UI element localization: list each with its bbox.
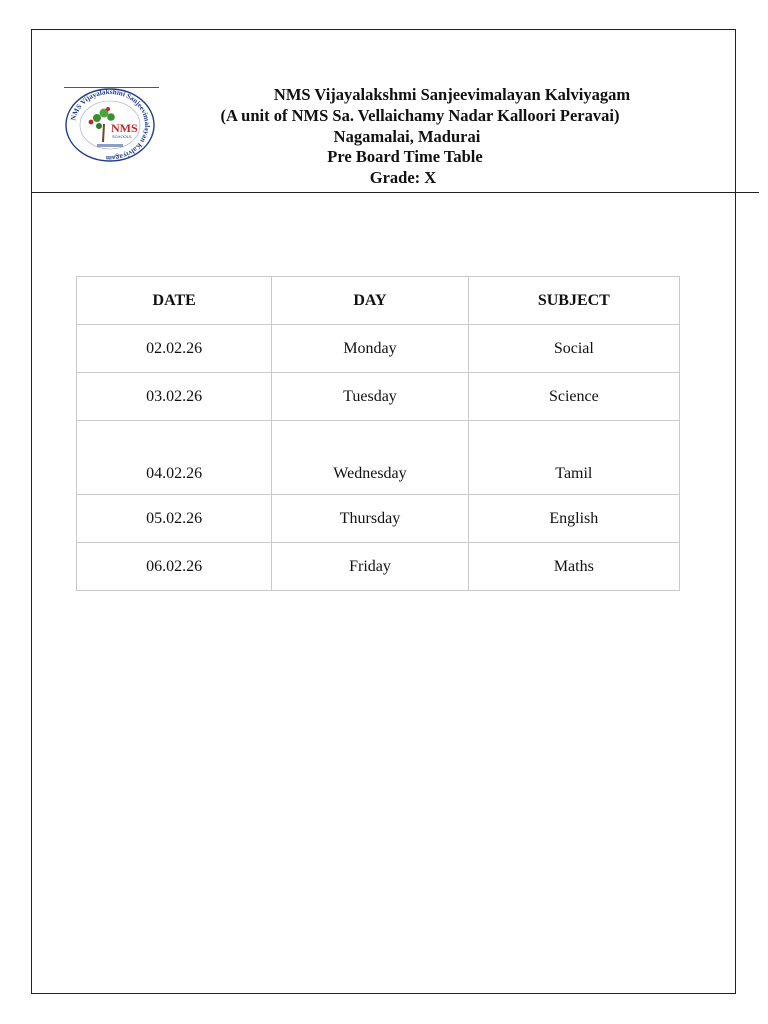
subject-cell: Tamil — [468, 421, 679, 495]
date-cell: 05.02.26 — [77, 495, 272, 543]
grade-label: Grade: X — [369, 168, 437, 188]
table-row — [77, 373, 680, 421]
day-cell: Monday — [272, 325, 468, 373]
column-header-subject: SUBJECT — [468, 277, 679, 325]
subject-cell: English — [468, 495, 679, 543]
logo-sub-text: SCHOOLS — [112, 134, 132, 139]
table-row — [77, 421, 680, 495]
subject-cell: Maths — [468, 543, 679, 591]
logo-center-text: NMS — [111, 121, 138, 135]
date-cell: 03.02.26 — [77, 373, 272, 421]
day-cell: Thursday — [272, 495, 468, 543]
table-row — [77, 325, 680, 373]
school-location: Nagamalai, Madurai — [333, 126, 481, 146]
date-cell: 06.02.26 — [77, 543, 272, 591]
column-header-date: DATE — [77, 277, 272, 325]
timetable — [76, 276, 680, 591]
date-cell: 04.02.26 — [77, 421, 272, 495]
subject-cell: Science — [468, 373, 679, 421]
header-divider — [31, 192, 759, 193]
subject-cell: Social — [468, 325, 679, 373]
day-cell: Wednesday — [272, 421, 468, 495]
document-title: Pre Board Time Table — [327, 147, 483, 167]
school-name: NMS Vijayalakshmi Sanjeevimalayan Kalviyagam — [273, 85, 631, 104]
day-cell: Tuesday — [272, 373, 468, 421]
logo-ring-text: NMS Vijayalakshmi Sanjeevimalayan Kalviyagam — [69, 87, 152, 163]
date-cell: 02.02.26 — [77, 325, 272, 373]
table-row — [77, 495, 680, 543]
table-header-row — [77, 277, 680, 325]
document-header — [120, 85, 720, 189]
day-cell: Friday — [272, 543, 468, 591]
column-header-day: DAY — [272, 277, 468, 325]
table-row — [77, 543, 680, 591]
school-affiliation: (A unit of NMS Sa. Vellaichamy Nadar Kalloori Peravai) — [220, 105, 620, 125]
